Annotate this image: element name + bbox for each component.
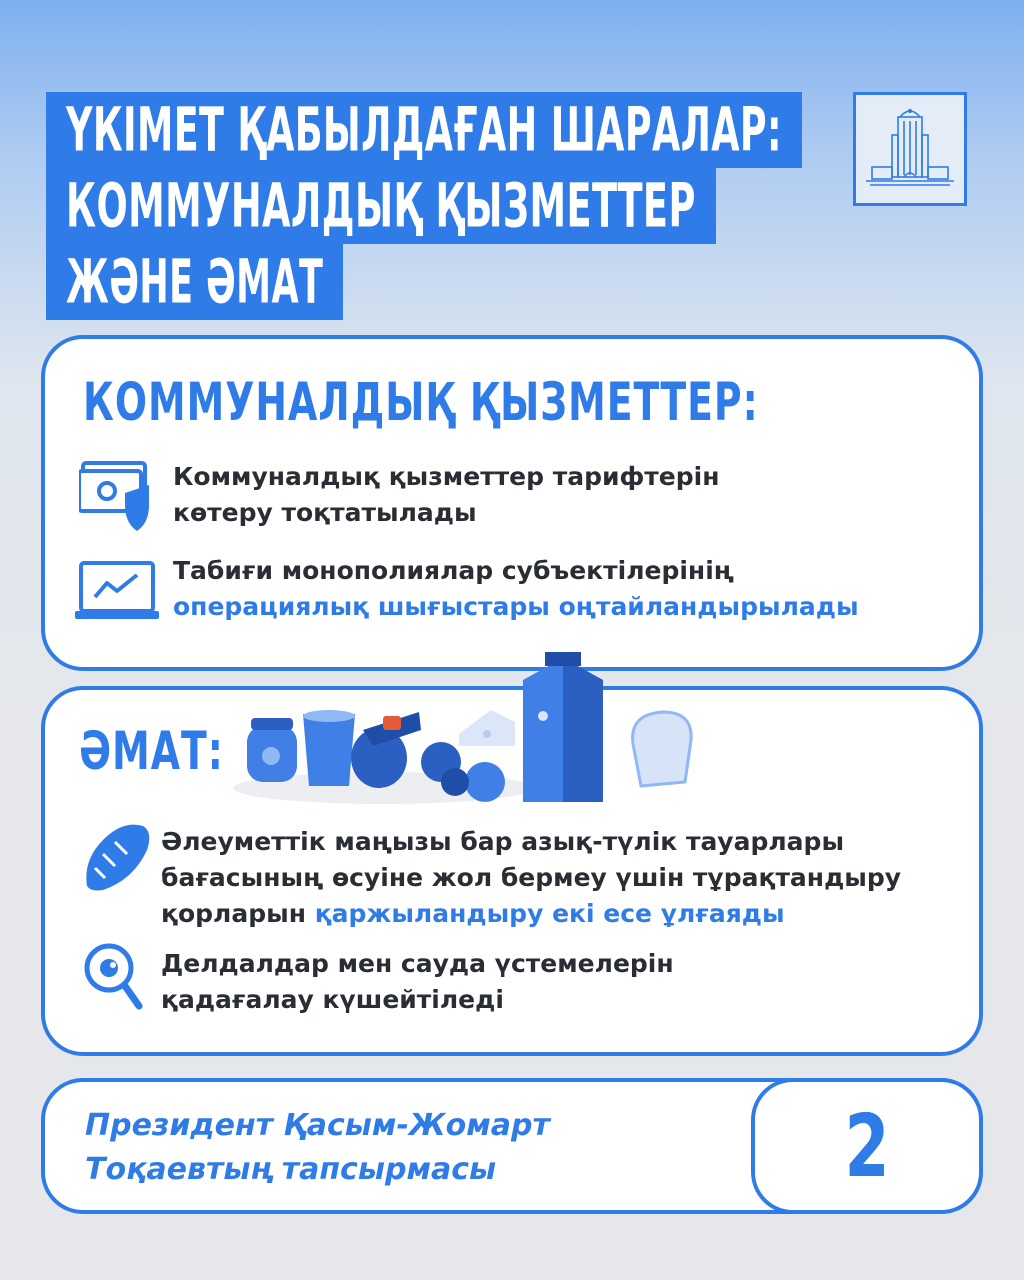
utility-item-2: Табиғи монополиялар субъектілерінің операциялық шығыстары оңтайландырылады — [173, 556, 859, 621]
food-card — [41, 686, 983, 1056]
food-item-1: Әлеуметтік маңызы бар азық-түлік тауарлары бағасының өсуіне жол бермеу үшін тұрақтандыру қорларын қаржыландыру екі есе ұлғаяды — [161, 827, 902, 928]
food-heading: ӘМАТ: — [79, 720, 224, 782]
milk-carton-icon — [523, 652, 603, 802]
magnifier-eye-icon — [81, 940, 145, 1012]
utilities-card — [41, 335, 983, 671]
glass-icon — [303, 710, 355, 786]
bread-icon — [81, 820, 153, 892]
title-line-1: ҮКІМЕТ ҚАБЫЛДАҒАН ШАРАЛАР: — [46, 92, 802, 168]
utilities-heading: КОММУНАЛДЫҚ ҚЫЗМЕТТЕР: — [83, 371, 759, 433]
page-number-box — [751, 1078, 983, 1214]
title-line-3: ЖӘНЕ ӘМАТ — [46, 244, 343, 320]
government-building-icon — [856, 95, 964, 203]
utility-item-1: Коммуналдық қызметтер тарифтерін көтеру тоқтатылады — [173, 462, 720, 527]
page-number: 2 — [844, 1095, 890, 1197]
money-shield-icon — [79, 461, 159, 533]
cheese-icon — [459, 710, 515, 746]
footer-card — [41, 1078, 983, 1214]
laptop-chart-icon — [75, 559, 159, 623]
food-item-2: Делдалдар мен сауда үстемелерін қадағалау күшейтіледі — [161, 949, 674, 1014]
footer-attribution: Президент Қасым-Жомарт Тоқаевтың тапсырмасы — [85, 1108, 550, 1187]
groceries-illustration — [233, 650, 703, 810]
government-logo — [853, 92, 967, 206]
jar-icon — [247, 718, 297, 782]
title-line-2: КОММУНАЛДЫҚ ҚЫЗМЕТТЕР — [46, 168, 716, 244]
toast-icon — [633, 712, 692, 786]
